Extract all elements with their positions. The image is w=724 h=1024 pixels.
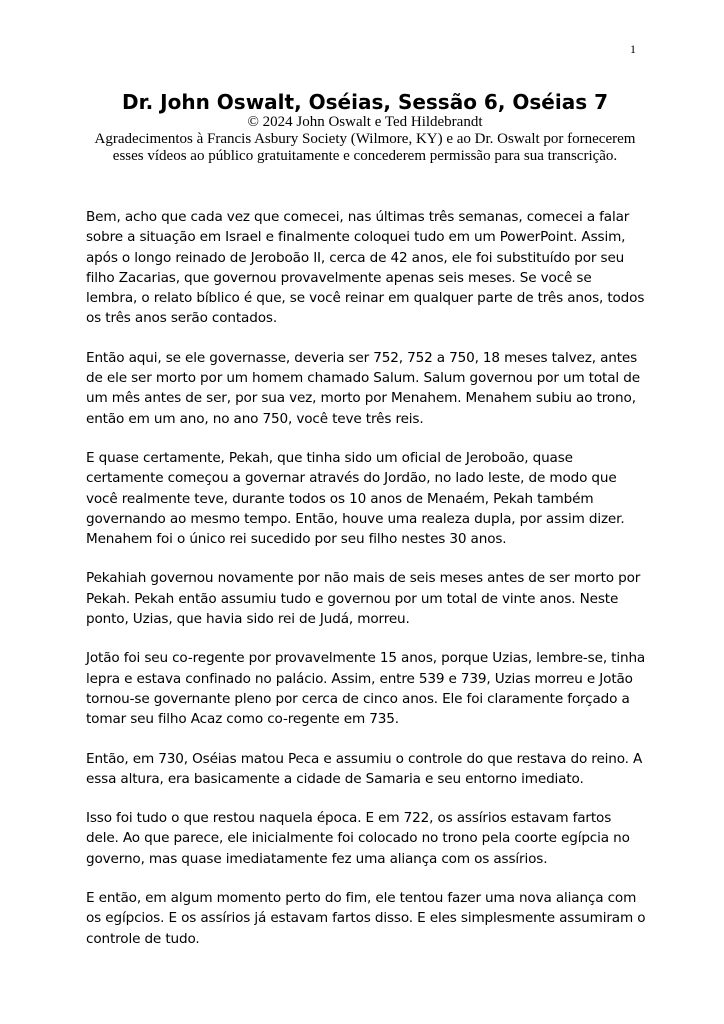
paragraph: Bem, acho que cada vez que comecei, nas últimas três semanas, comecei a falar sobre a situação em Israel e finalmente coloquei tudo em um PowerPoint. Assim, após o longo reinado de Jeroboão II, cerca de 42 anos, ele foi substituído por seu filho Zacarias, que governou provavelmente apenas seis meses. Se você se lembra, o relato bíblico é que, se você reinar em qualquer parte de três anos, todos os três anos serão contados. (86, 209, 645, 327)
paragraph: Então aqui, se ele governasse, deveria ser 752, 752 a 750, 18 meses talvez, antes de ele ser morto por um homem chamado Salum. Salum governou por um total de um mês antes de ser, por sua vez, morto por Menahem. Menahem subiu ao trono, então em um ano, no ano 750, você teve três reis. (86, 349, 640, 427)
page-number: 1 (630, 42, 636, 56)
document-header (80, 90, 650, 165)
acknowledgment-text: Agradecimentos à Francis Asbury Society (Wilmore, KY) e ao Dr. Oswalt por fornecerem esses vídeos ao público gratuitamente e concederem permissão para sua transcrição. (94, 131, 636, 164)
paragraph: Então, em 730, Oséias matou Peca e assumiu o controle do que restava do reino. A essa altura, era basicamente a cidade de Samaria e seu entorno imediato. (86, 750, 643, 787)
paragraph: E então, em algum momento perto do fim, ele tentou fazer uma nova aliança com os egípcios. E os assírios já estavam fartos disso. E eles simplesmente assumiram o controle de tudo. (86, 890, 646, 947)
transcript-body (86, 207, 646, 968)
paragraph: Isso foi tudo o que restou naquela época. E em 722, os assírios estavam fartos dele. Ao que parece, ele inicialmente foi colocado no trono pela coorte egípcia no governo, mas quase imediatamente fez uma aliança com os assírios. (86, 810, 630, 867)
paragraph: Jotão foi seu co-regente por provavelmente 15 anos, porque Uzias, lembre-se, tinha lepra e estava confinado no palácio. Assim, entre 539 e 739, Uzias morreu e Jotão tornou-se governante pleno por cerca de cinco anos. Ele foi claramente forçado a tomar seu filho Acaz como co-regente em 735. (86, 650, 646, 728)
document-title: Dr. John Oswalt, Oséias, Sessão 6, Oséias 7 (122, 90, 608, 114)
copyright-line: © 2024 John Oswalt e Ted Hildebrandt (247, 114, 483, 130)
paragraph: Pekahiah governou novamente por não mais de seis meses antes de ser morto por Pekah. Pekah então assumiu tudo e governou por um total de vinte anos. Neste ponto, Uzias, que havia sido rei de Judá, morreu. (86, 570, 641, 628)
paragraph: E quase certamente, Pekah, que tinha sido um oficial de Jeroboão, quase certamente começou a governar através do Jordão, no lado leste, de modo que você realmente teve, durante todos os 10 anos de Menaém, Pekah também governando ao mesmo tempo. Então, houve uma realeza dupla, por assim dizer. Menahem foi o único rei sucedido por seu filho nestes 30 anos. (86, 449, 625, 548)
